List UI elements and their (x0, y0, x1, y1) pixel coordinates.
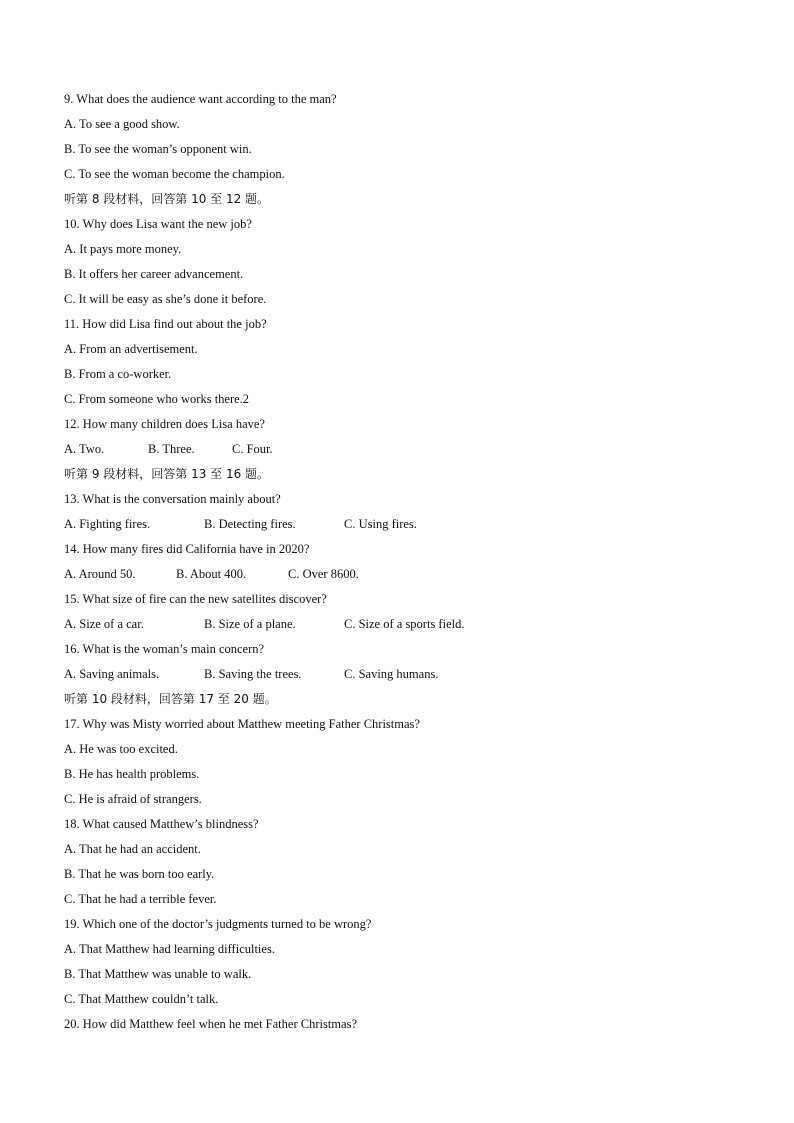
q17-option-c: C. He is afraid of strangers. (64, 792, 202, 806)
question-18: 18. What caused Matthew’s blindness? (64, 817, 259, 831)
question-13: 13. What is the conversation mainly about? (64, 492, 281, 506)
question-9: 9. What does the audience want according to the man? (64, 92, 337, 106)
q12-option-a: A. Two. (64, 442, 105, 456)
section-9-heading: 听第 9 段材料，回答第 13 至 16 题。 (64, 467, 270, 481)
question-17: 17. Why was Misty worried about Matthew meeting Father Christmas? (64, 717, 420, 731)
q14-option-c: C. Over 8600. (288, 567, 359, 581)
q18-option-b: B. That he was born too early. (64, 867, 215, 881)
q19-option-c: C. That Matthew couldn’t talk. (64, 992, 219, 1006)
q12-options (64, 437, 764, 462)
question-14: 14. How many fires did California have in 2020? (64, 542, 310, 556)
q10-option-a: A. It pays more money. (64, 242, 182, 256)
q13-options (64, 512, 764, 537)
question-15: 15. What size of fire can the new satellites discover? (64, 592, 327, 606)
q13-option-a: A. Fighting fires. (64, 517, 151, 531)
q13-option-c: C. Using fires. (344, 517, 417, 531)
q16-option-a: A. Saving animals. (64, 667, 160, 681)
question-11: 11. How did Lisa find out about the job? (64, 317, 267, 331)
q17-option-a: A. He was too excited. (64, 742, 178, 756)
q19-option-b: B. That Matthew was unable to walk. (64, 967, 252, 981)
q17-option-b: B. He has health problems. (64, 767, 200, 781)
q12-option-b: B. Three. (148, 442, 195, 456)
question-19: 19. Which one of the doctor’s judgments turned to be wrong? (64, 917, 372, 931)
q16-option-c: C. Saving humans. (344, 667, 439, 681)
exam-page (64, 87, 764, 1037)
q18-option-a: A. That he had an accident. (64, 842, 201, 856)
question-12: 12. How many children does Lisa have? (64, 417, 265, 431)
q15-option-a: A. Size of a car. (64, 617, 144, 631)
q16-options (64, 662, 764, 687)
q10-option-c: C. It will be easy as she’s done it before. (64, 292, 267, 306)
question-16: 16. What is the woman’s main concern? (64, 642, 265, 656)
q14-option-a: A. Around 50. (64, 567, 136, 581)
q15-options (64, 612, 764, 637)
q15-option-b: B. Size of a plane. (204, 617, 296, 631)
section-8-heading: 听第 8 段材料，回答第 10 至 12 题。 (64, 192, 270, 206)
q13-option-b: B. Detecting fires. (204, 517, 296, 531)
q10-option-b: B. It offers her career advancement. (64, 267, 244, 281)
q14-option-b: B. About 400. (176, 567, 247, 581)
q14-options (64, 562, 764, 587)
q11-option-c: C. From someone who works there.2 (64, 392, 250, 406)
q9-option-a: A. To see a good show. (64, 117, 180, 131)
question-10: 10. Why does Lisa want the new job? (64, 217, 252, 231)
question-20: 20. How did Matthew feel when he met Father Christmas? (64, 1017, 357, 1031)
q18-option-c: C. That he had a terrible fever. (64, 892, 217, 906)
q15-option-c: C. Size of a sports field. (344, 617, 465, 631)
q9-option-c: C. To see the woman become the champion. (64, 167, 285, 181)
section-10-heading: 听第 10 段材料，回答第 17 至 20 题。 (64, 692, 277, 706)
q19-option-a: A. That Matthew had learning difficulties. (64, 942, 275, 956)
q12-option-c: C. Four. (232, 442, 273, 456)
q9-option-b: B. To see the woman’s opponent win. (64, 142, 252, 156)
q11-option-a: A. From an advertisement. (64, 342, 198, 356)
q16-option-b: B. Saving the trees. (204, 667, 302, 681)
q11-option-b: B. From a co-worker. (64, 367, 172, 381)
